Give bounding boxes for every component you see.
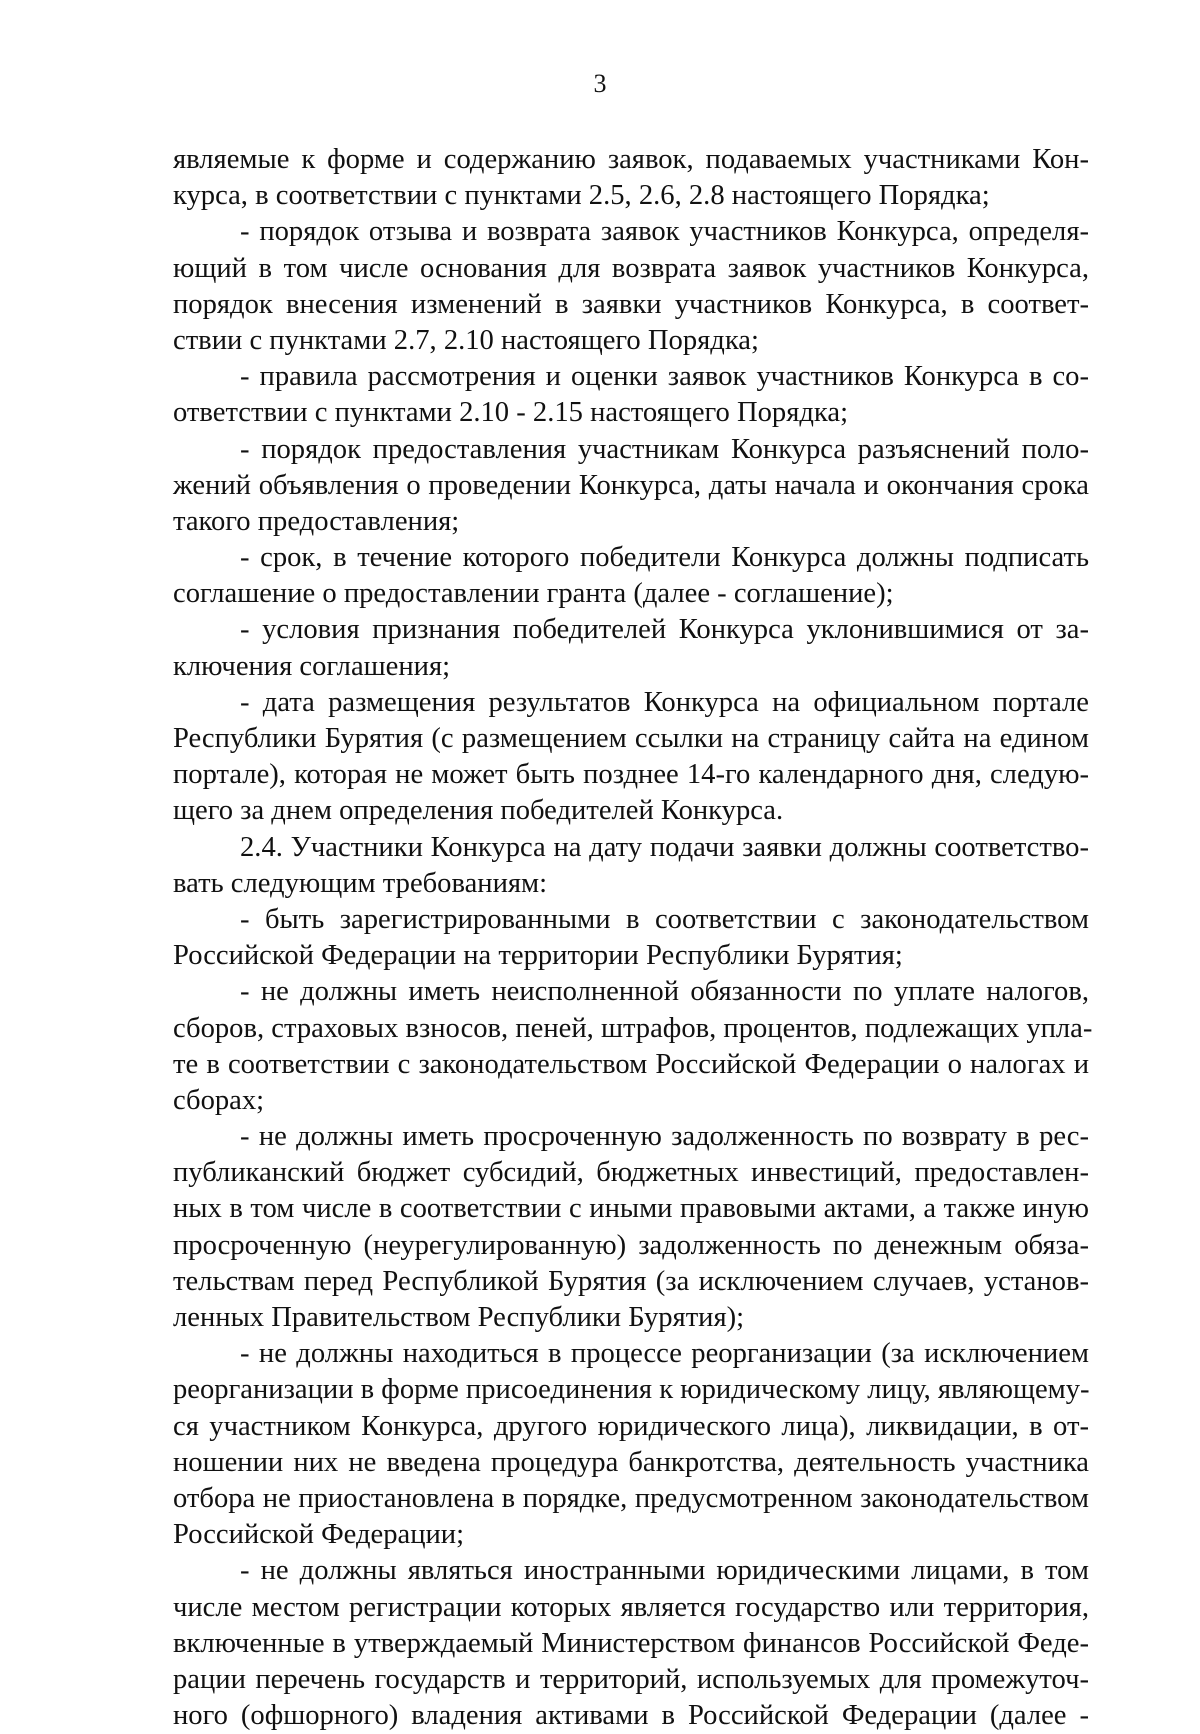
text-line: соглашение о предоставлении гранта (далее - соглашение); xyxy=(173,578,894,610)
document-body xyxy=(173,142,1093,1734)
text-line: ных в том числе в соответствии с иными правовыми актами, а также иную xyxy=(173,1193,1089,1225)
text-line: такого предоставления; xyxy=(173,505,460,537)
text-line: Российской Федерации на территории Республики Бурятия; xyxy=(173,940,903,972)
text-line: ответствии с пунктами 2.10 - 2.15 настоящего Порядка; xyxy=(173,397,849,429)
text-line: Республики Бурятия (с размещением ссылки на страницу сайта на едином xyxy=(173,723,1089,754)
text-line: публиканский бюджет субсидий, бюджетных инвестиций, предоставлен- xyxy=(173,1157,1089,1189)
text-line: - не должны являться иностранными юридическими лицами, в том xyxy=(240,1555,1089,1587)
text-line: отбора не приостановлена в порядке, предусмотренном законодательством xyxy=(173,1482,1089,1514)
text-line: ющий в том числе основания для возврата заявок участников Конкурса, xyxy=(173,252,1089,284)
text-line: числе местом регистрации которых является государство или территория, xyxy=(173,1591,1089,1623)
text-line: те в соответствии с законодательством Российской Федерации о налогах и xyxy=(173,1048,1089,1080)
text-line: ствии с пунктами 2.7, 2.10 настоящего Порядка; xyxy=(173,324,759,356)
text-line: рации перечень государств и территорий, используемых для промежуточ- xyxy=(173,1663,1089,1695)
page-number: 3 xyxy=(593,69,607,98)
text-line: курса, в соответствии с пунктами 2.5, 2.6, 2.8 настоящего Порядка; xyxy=(173,180,990,212)
text-line: - порядок предоставления участникам Конкурса разъяснений поло- xyxy=(240,433,1089,465)
text-line: - не должны иметь неисполненной обязанности по уплате налогов, xyxy=(240,976,1089,1008)
text-line: ся участником Конкурса, другого юридического лица), ликвидации, в от- xyxy=(173,1410,1089,1442)
text-line: ношении них не введена процедура банкротства, деятельность участника xyxy=(173,1446,1089,1478)
text-line: сборов, страховых взносов, пеней, штрафов, процентов, подлежащих упла- xyxy=(173,1012,1093,1044)
text-line: реорганизации в форме присоединения к юридическому лицу, являющему- xyxy=(173,1374,1090,1406)
text-line: ленных Правительством Республики Бурятия); xyxy=(173,1302,745,1333)
text-line: сборах; xyxy=(173,1084,265,1116)
text-line: - правила рассмотрения и оценки заявок участников Конкурса в со- xyxy=(240,361,1089,393)
text-line: ключения соглашения; xyxy=(173,650,451,682)
text-line: Российской Федерации; xyxy=(173,1519,465,1551)
text-line: - не должны находиться в процессе реорганизации (за исключением xyxy=(240,1338,1089,1370)
text-line: включенные в утверждаемый Министерством финансов Российской Феде- xyxy=(173,1627,1089,1659)
text-line: портале), которая не может быть позднее 14-го календарного дня, следую- xyxy=(173,759,1089,791)
text-line: просроченную (неурегулированную) задолженность по денежным обяза- xyxy=(173,1229,1089,1261)
text-line: щего за днем определения победителей Конкурса. xyxy=(173,795,784,827)
text-line: - быть зарегистрированными в соответствии с законодательством xyxy=(240,903,1089,935)
text-line: 2.4. Участники Конкурса на дату подачи заявки должны соответство- xyxy=(240,831,1089,863)
text-line: тельствам перед Республикой Бурятия (за исключением случаев, установ- xyxy=(173,1265,1089,1297)
text-line: - срок, в течение которого победители Конкурса должны подписать xyxy=(240,542,1089,574)
text-line: - порядок отзыва и возврата заявок участников Конкурса, определя- xyxy=(240,216,1089,248)
text-line: вать следующим требованиям: xyxy=(173,867,548,899)
text-line: - условия признания победителей Конкурса уклонившимися от за- xyxy=(240,614,1089,646)
text-line: ного (офшорного) владения активами в Российской Федерации (далее - xyxy=(173,1700,1089,1732)
text-line: являемые к форме и содержанию заявок, подаваемых участниками Кон- xyxy=(173,144,1089,175)
text-line: порядок внесения изменений в заявки участников Конкурса, в соответ- xyxy=(173,288,1089,320)
text-line: - не должны иметь просроченную задолженность по возврату в рес- xyxy=(240,1121,1089,1153)
text-line: - дата размещения результатов Конкурса на официальном портале xyxy=(240,686,1089,718)
text-line: жений объявления о проведении Конкурса, даты начала и окончания срока xyxy=(173,469,1089,501)
